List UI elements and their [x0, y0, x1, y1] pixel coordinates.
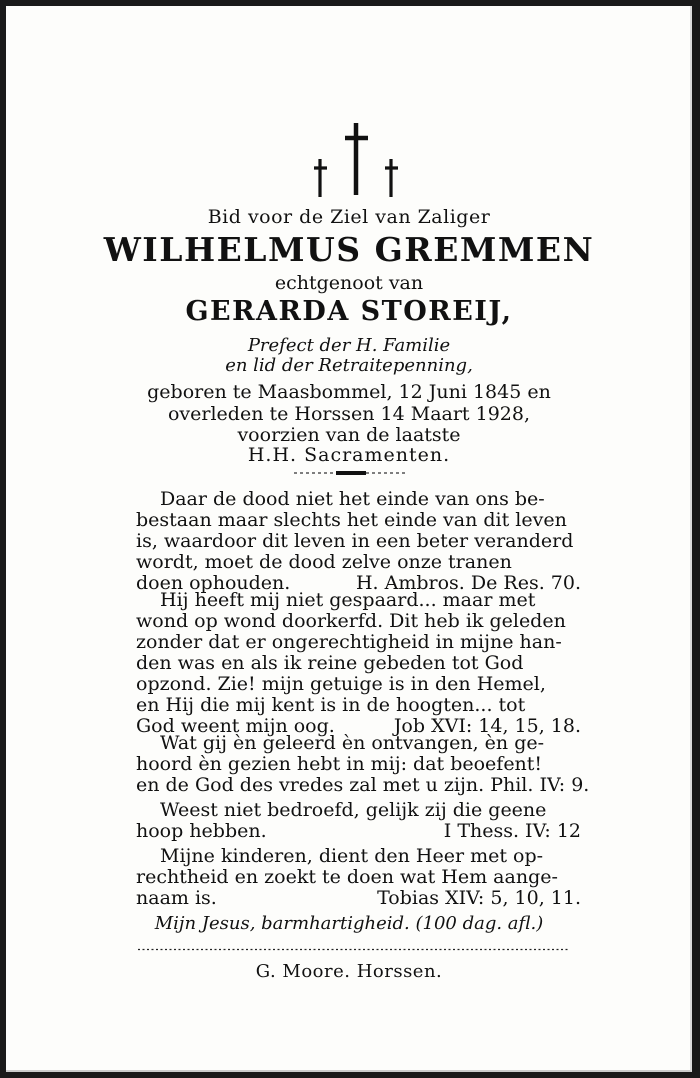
ornamental-divider: [294, 471, 406, 475]
verse-line: [136, 632, 581, 653]
verse-citation: H. Ambros. De Res. 70.: [355, 572, 581, 594]
verse-text: Weest niet bedroefd, gelijk zij die geene: [160, 799, 547, 821]
cross-icon: [314, 159, 327, 197]
verse-line: [136, 674, 581, 695]
verse-text: opzond. Zie! mijn getuige is in den Hemel,: [136, 673, 546, 695]
verse-line: [136, 754, 581, 775]
role-line: Prefect der H. Familie: [247, 335, 451, 356]
verse-line: [136, 800, 581, 821]
deceased-name: WILHELMUS GREMMEN: [103, 230, 595, 269]
verse-line: [136, 590, 581, 611]
verse-text: hoop hebben.: [136, 820, 267, 842]
intro-line: Bid voor de Ziel van Zaliger: [207, 206, 491, 228]
verse-text: hoord èn gezien hebt in mij: dat beoefent!: [136, 753, 543, 775]
bio-line: voorzien van de laatste: [237, 424, 461, 446]
verse-text: en Hij die mij kent is in de hoogten... tot: [136, 694, 526, 716]
verse-block: [136, 590, 581, 737]
memorial-card: [6, 6, 692, 1072]
verse-citation: I Thess. IV: 12: [443, 820, 581, 842]
verse-line: [136, 552, 581, 573]
verse-citation: Job XVI: 14, 15, 18.: [393, 715, 581, 737]
bio-line: H.H. Sacramenten.: [247, 444, 451, 466]
verse-text: Wat gij èn geleerd èn ontvangen, èn ge-: [160, 732, 545, 754]
bio-line: overleden te Horssen 14 Maart 1928,: [167, 403, 530, 425]
cross-icon: [385, 159, 398, 197]
verse-line: [136, 821, 581, 842]
cross-icon: [345, 123, 368, 195]
verse-text: doen ophouden.: [136, 572, 291, 594]
verse-text: naam is.: [136, 887, 217, 909]
verse-text: en de God des vredes zal met u zijn. Phil. IV: 9.: [136, 774, 590, 796]
verse-line: [136, 611, 581, 632]
verse-citation: Tobias XIV: 5, 10, 11.: [377, 887, 581, 909]
verse-block: [136, 846, 581, 909]
verse-line: [136, 867, 581, 888]
verse-text: den was en als ik reine gebeden tot God: [136, 652, 524, 674]
verse-text: Hij heeft mij niet gespaard... maar met: [160, 589, 536, 611]
spouse-name: GERARDA STOREIJ,: [185, 296, 513, 327]
verse-text: wordt, moet de dood zelve onze tranen: [136, 551, 512, 573]
verse-block: [136, 732, 590, 796]
verse-text: bestaan maar slechts het einde van dit leven: [136, 509, 567, 531]
verse-text: wond op wond doorkerfd. Dit heb ik geleden: [136, 610, 566, 632]
verse-line: [136, 695, 581, 716]
verse-text: is, waardoor dit leven in een beter veranderd: [136, 530, 574, 552]
verse-line: [136, 531, 581, 552]
relation-line: echtgenoot van: [274, 272, 424, 294]
verse-line: [136, 888, 581, 909]
verse-line: [136, 733, 581, 754]
printer-credit: G. Moore. Horssen.: [255, 961, 443, 982]
bio-line: geboren te Maasbommel, 12 Juni 1845 en: [147, 381, 551, 403]
verse-text: rechtheid en zoekt te doen wat Hem aange-: [136, 866, 558, 888]
verse-text: God weent mijn oog.: [136, 715, 335, 737]
verse-text: zonder dat er ongerechtigheid in mijne han-: [136, 631, 562, 653]
verse-line: [136, 653, 581, 674]
verse-block: [136, 800, 581, 842]
role-line: en lid der Retraitepenning,: [225, 355, 473, 376]
verse-line: [136, 489, 581, 510]
verse-line: [136, 774, 590, 796]
three-crosses: [306, 121, 406, 201]
verse-block: [136, 489, 581, 594]
indulgence-prayer: Mijn Jesus, barmhartigheid. (100 dag. afl.): [154, 913, 544, 934]
verse-text: Daar de dood niet het einde van ons be-: [160, 488, 545, 510]
verse-line: [136, 510, 581, 531]
dotted-rule: [138, 948, 568, 951]
verse-line: [136, 846, 581, 867]
verse-text: Mijne kinderen, dient den Heer met op-: [160, 845, 544, 867]
